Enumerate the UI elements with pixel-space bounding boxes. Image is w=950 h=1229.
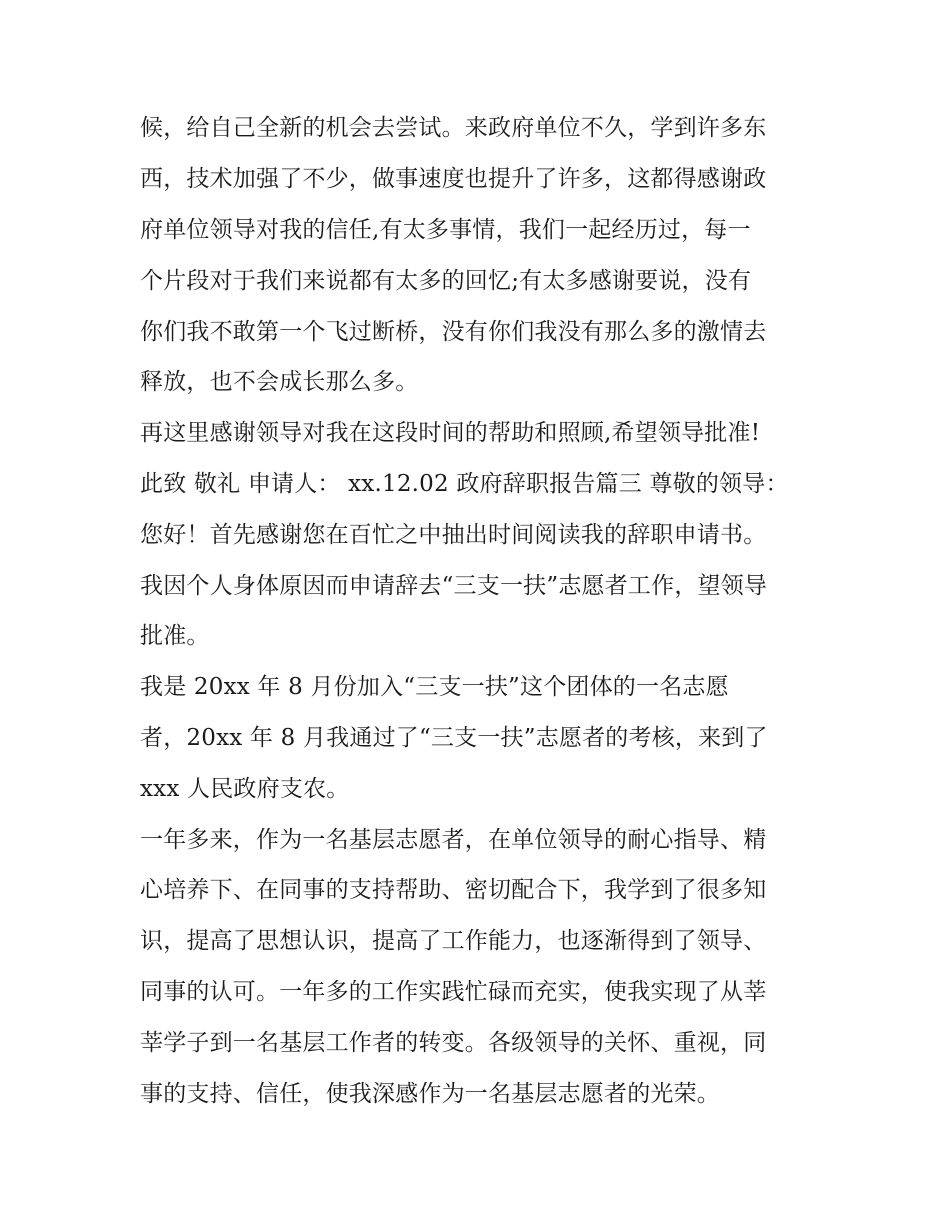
text-line: 同事的认可。一年多的工作实践忙碌而充实，使我实现了从莘 — [140, 979, 767, 1005]
text-line: xxx 人民政府支农。 — [140, 776, 350, 802]
text-line: 您好！首先感谢您在百忙之中抽出时间阅读我的辞职申请书。 — [140, 522, 767, 548]
text-line: 释放，也不会成长那么多。 — [140, 369, 419, 395]
text-line: 个片段对于我们来说都有太多的回忆;有太多感谢要说，没有 — [140, 268, 752, 294]
text-line: 你们我不敢第一个飞过断桥，没有你们我没有那么多的激情去 — [140, 319, 767, 345]
text-line: 一年多来，作为一名基层志愿者，在单位领导的耐心指导、精 — [140, 827, 767, 853]
text-line: 我是 20xx 年 8 月份加入“三支一扶”这个团体的一名志愿 — [140, 674, 729, 700]
text-line: 批准。 — [140, 623, 210, 649]
text-line: 识，提高了思想认识，提高了工作能力，也逐渐得到了领导、 — [140, 928, 767, 954]
text-line: 西，技术加强了不少，做事速度也提升了许多，这都得感谢政 — [140, 166, 767, 192]
text-line: 府单位领导对我的信任,有太多事情，我们一起经历过，每一 — [140, 217, 751, 243]
text-line: 我因个人身体原因而申请辞去“三支一扶”志愿者工作，望领导 — [140, 573, 768, 599]
text-line: 事的支持、信任，使我深感作为一名基层志愿者的光荣。 — [140, 1081, 720, 1107]
text-line: 候，给自己全新的机会去尝试。来政府单位不久，学到许多东 — [140, 115, 767, 141]
text-line: 心培养下、在同事的支持帮助、密切配合下，我学到了很多知 — [140, 877, 767, 903]
text-line: 者，20xx 年 8 月我通过了“三支一扶”志愿者的考核，来到了 — [140, 725, 768, 751]
text-line: 再这里感谢领导对我在这段时间的帮助和照顾,希望领导批准! — [140, 420, 761, 446]
text-line: 此致 敬礼 申请人： xx.12.02 政府辞职报告篇三 尊敬的领导： — [140, 471, 789, 497]
text-line: 莘学子到一名基层工作者的转变。各级领导的关怀、重视，同 — [140, 1030, 767, 1056]
